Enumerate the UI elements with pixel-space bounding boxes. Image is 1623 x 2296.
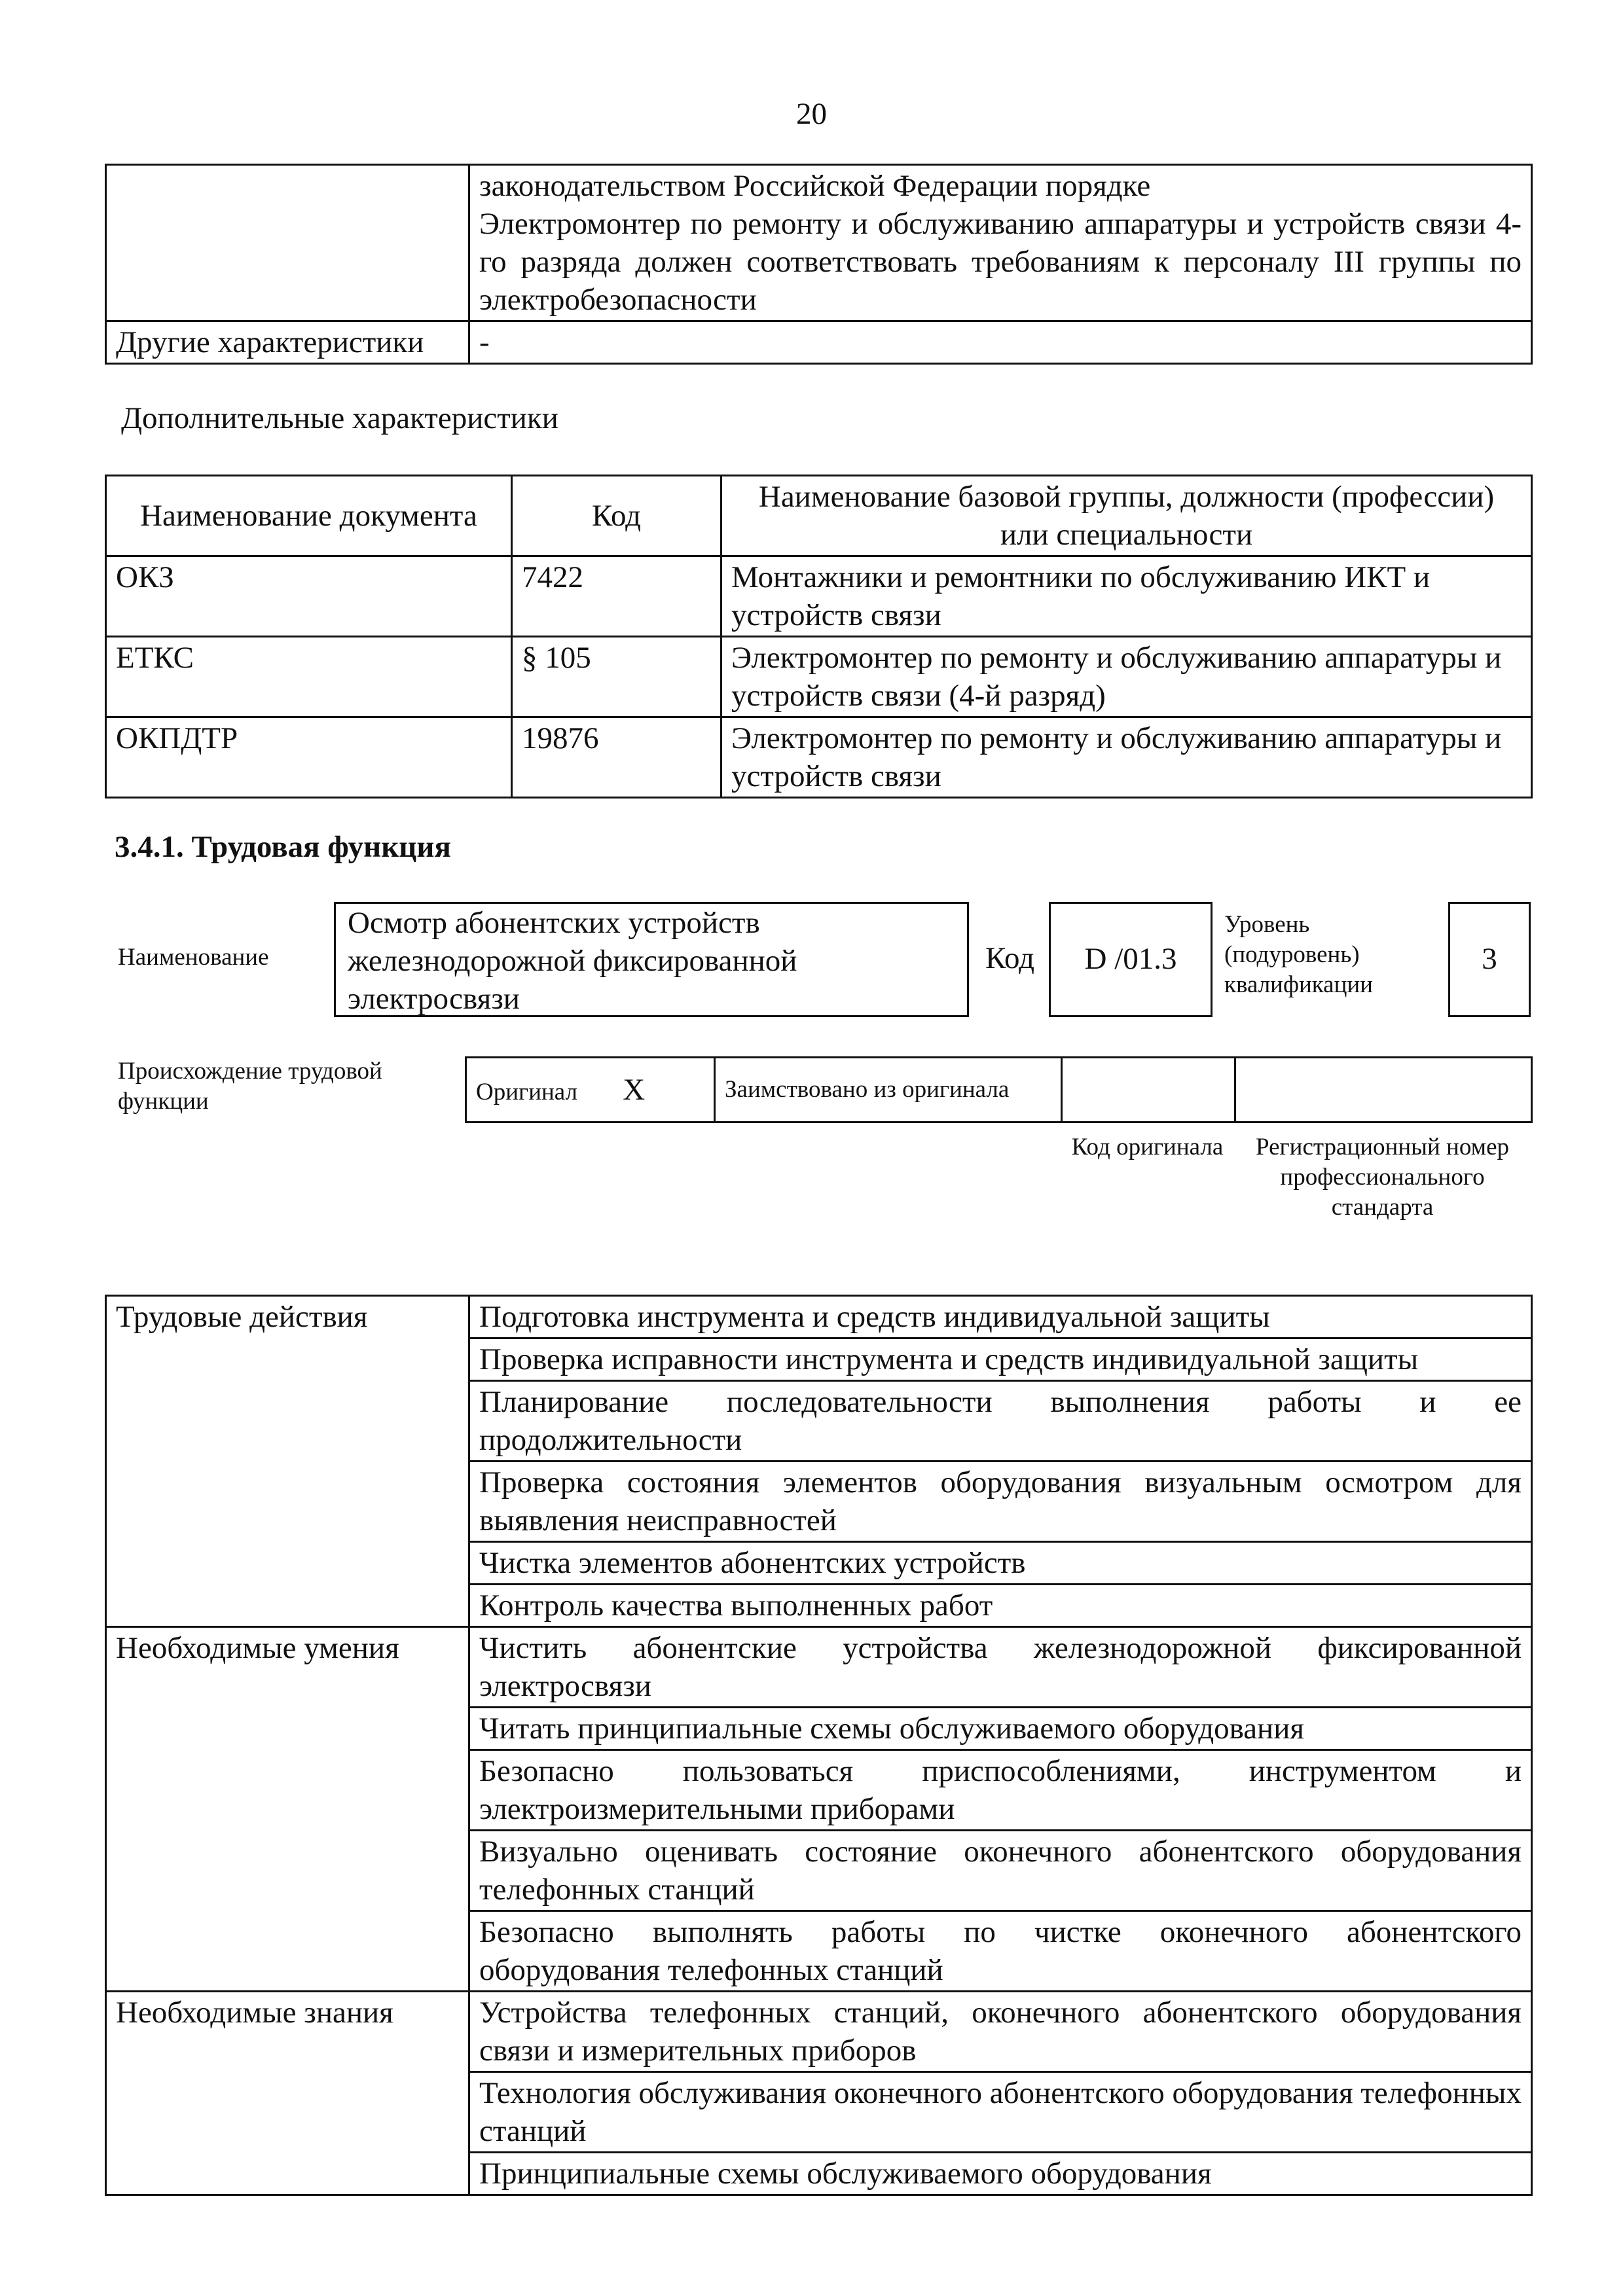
origin-reg-caption: Регистрационный номер профессионального стандарта xyxy=(1255,1134,1509,1221)
table-row xyxy=(106,1627,1532,1708)
skills-item: Чистить абонентские устройства железнодорожной фиксированной электросвязи xyxy=(469,1627,1532,1708)
table-row xyxy=(106,1296,1532,1338)
row-code: 19876 xyxy=(512,717,721,798)
row-doc: ОКПДТР xyxy=(106,717,512,798)
origin-code-cell xyxy=(1062,1058,1235,1122)
table-row xyxy=(106,321,1532,364)
skills-item: Визуально оценивать состояние оконечного абонентского оборудования телефонных станций xyxy=(469,1831,1532,1911)
header-doc-name: Наименование документа xyxy=(106,476,512,556)
skills-item: Безопасно выполнять работы по чистке оконечного абонентского оборудования телефонных станций xyxy=(469,1911,1532,1992)
row-doc: ОКЗ xyxy=(106,556,512,637)
origin-table xyxy=(465,1056,1533,1123)
other-value: - xyxy=(469,321,1532,364)
knowledge-item: Принципиальные схемы обслуживаемого оборудования xyxy=(469,2153,1532,2195)
table-row xyxy=(106,1992,1532,2072)
skills-item: Читать принципиальные схемы обслуживаемого оборудования xyxy=(469,1708,1532,1750)
row-code: 7422 xyxy=(512,556,721,637)
function-code-label: Код xyxy=(985,941,1035,975)
skills-label: Необходимые умения xyxy=(106,1627,469,1992)
origin-original-cell xyxy=(466,1058,715,1122)
row-name: Электромонтер по ремонту и обслуживанию аппаратуры и устройств связи xyxy=(721,717,1532,798)
knowledge-item: Устройства телефонных станций, оконечного абонентского оборудования связи и измерительных приборов xyxy=(469,1992,1532,2072)
origin-label: Происхождение трудовой функции xyxy=(118,1058,382,1115)
header-group-name: Наименование базовой группы, должности (профессии) или специальности xyxy=(721,476,1532,556)
row-name: Монтажники и ремонтники по обслуживанию ИКТ и устройств связи xyxy=(721,556,1532,637)
skills-item: Безопасно пользоваться приспособлениями, инструментом и электроизмерительными приборами xyxy=(469,1750,1532,1831)
additional-title: Дополнительные характеристики xyxy=(121,401,558,435)
function-code-box: D /01.3 xyxy=(1049,902,1213,1017)
table-row xyxy=(106,637,1532,717)
row-name: Электромонтер по ремонту и обслуживанию аппаратуры и устройств связи (4-й разряд) xyxy=(721,637,1532,717)
function-name-box: Осмотр абонентских устройств железнодорожной фиксированной электросвязи xyxy=(334,902,969,1017)
origin-code-caption: Код оригинала xyxy=(1071,1134,1224,1160)
knowledge-item: Технология обслуживания оконечного абонентского оборудования телефонных станций xyxy=(469,2072,1532,2153)
actions-item: Проверка исправности инструмента и средств индивидуальной защиты xyxy=(469,1338,1532,1381)
other-label: Другие характеристики xyxy=(106,321,469,364)
actions-label: Трудовые действия xyxy=(106,1296,469,1627)
origin-reg-cell xyxy=(1235,1058,1532,1122)
row-code: § 105 xyxy=(512,637,721,717)
actions-item: Проверка состояния элементов оборудования визуальным осмотром для выявления неисправностей xyxy=(469,1462,1532,1542)
origin-original-mark: X xyxy=(623,1073,646,1107)
row-doc: ЕТКС xyxy=(106,637,512,717)
requirements-table xyxy=(105,164,1533,365)
table-row xyxy=(466,1058,1532,1122)
header-code: Код xyxy=(512,476,721,556)
requirements-line-2: Электромонтер по ремонту и обслуживанию аппаратуры и устройств связи 4-го разряда должен соответствовать требованиям к персоналу III группы по электробезопасности xyxy=(479,207,1522,317)
actions-item: Контроль качества выполненных работ xyxy=(469,1585,1532,1627)
additional-table xyxy=(105,475,1533,798)
actions-item: Планирование последовательности выполнения работы и ее продолжительности xyxy=(469,1381,1532,1462)
function-heading: 3.4.1. Трудовая функция xyxy=(115,830,451,864)
page-number: 20 xyxy=(796,97,827,131)
table-row xyxy=(106,165,1532,321)
requirements-line-1: законодательством Российской Федерации порядке xyxy=(479,169,1151,203)
origin-borrowed-label: Заимствовано из оригинала xyxy=(715,1058,1062,1122)
empty-cell xyxy=(106,165,469,321)
requirements-cell xyxy=(469,165,1532,321)
actions-item: Чистка элементов абонентских устройств xyxy=(469,1542,1532,1585)
origin-original-label: Оригинал xyxy=(476,1079,578,1105)
function-name-label: Наименование xyxy=(118,944,269,971)
function-level-label: Уровень (подуровень) квалификации xyxy=(1224,911,1373,998)
table-row xyxy=(106,556,1532,637)
table-header-row xyxy=(106,476,1532,556)
knowledge-label: Необходимые знания xyxy=(106,1992,469,2195)
activities-table xyxy=(105,1295,1533,2196)
actions-item: Подготовка инструмента и средств индивидуальной защиты xyxy=(469,1296,1532,1338)
function-level-box: 3 xyxy=(1448,902,1531,1017)
table-row xyxy=(106,717,1532,798)
